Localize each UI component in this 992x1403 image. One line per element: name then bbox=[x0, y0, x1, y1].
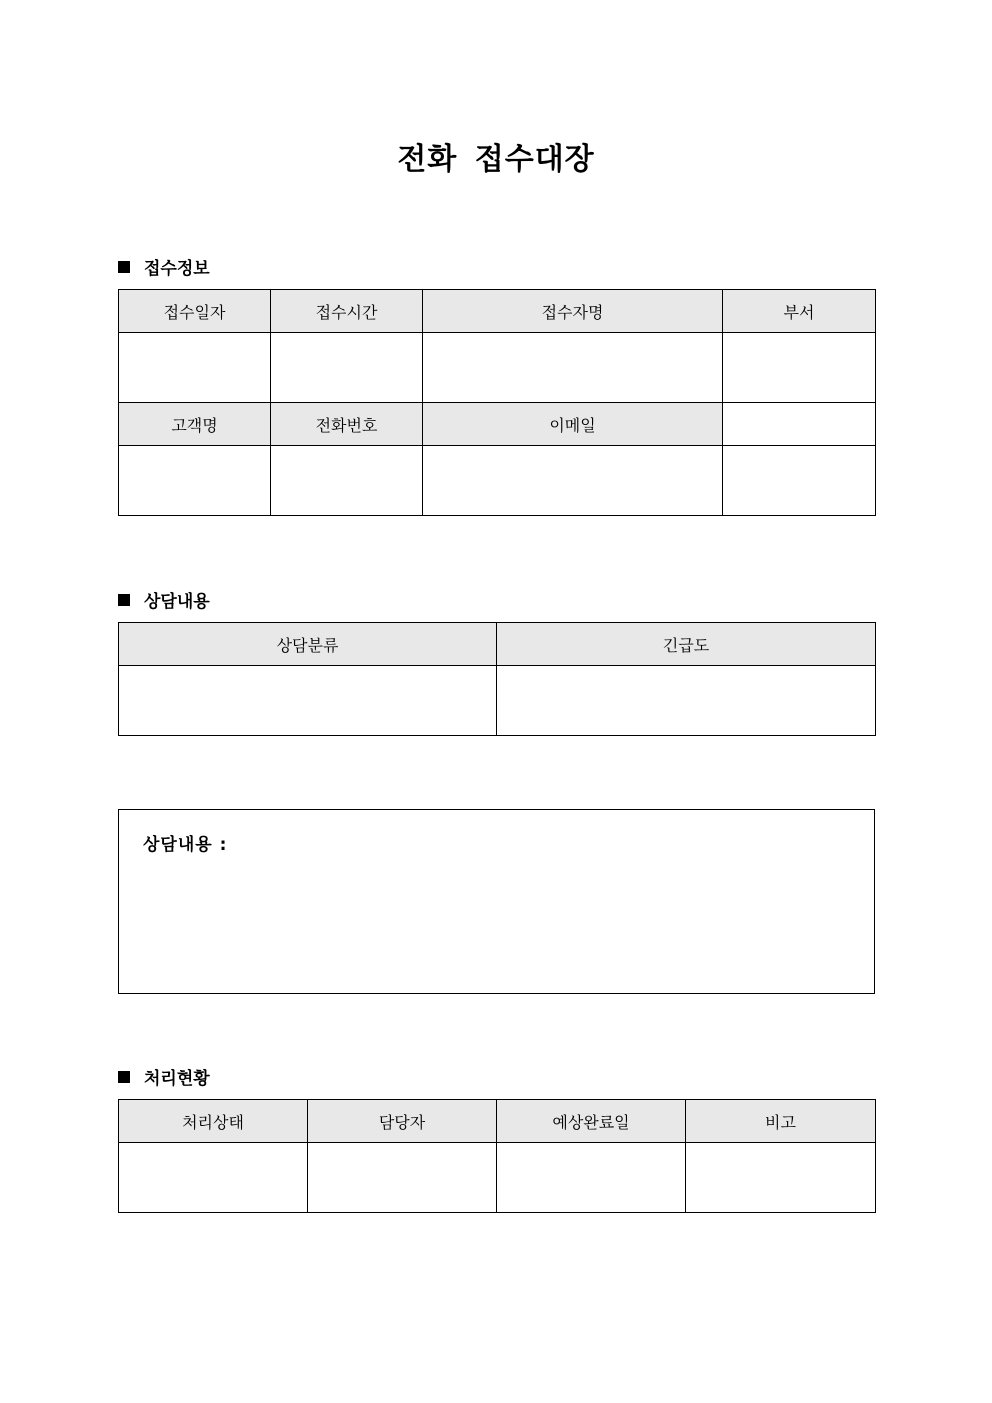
header-remarks: 비고 bbox=[686, 1100, 876, 1143]
table-row bbox=[119, 1143, 876, 1213]
table-row bbox=[119, 446, 876, 516]
reception-table bbox=[118, 289, 876, 516]
phone-number-cell[interactable] bbox=[271, 446, 423, 516]
consult-table bbox=[118, 622, 876, 736]
header-department: 부서 bbox=[723, 290, 876, 333]
section-heading-consult bbox=[118, 587, 210, 612]
header-phone-number: 전화번호 bbox=[271, 403, 423, 446]
table-row bbox=[119, 333, 876, 403]
section-heading-process bbox=[118, 1064, 210, 1089]
email-cell[interactable] bbox=[423, 446, 723, 516]
section-heading-reception bbox=[118, 254, 210, 279]
square-bullet-icon bbox=[118, 594, 130, 606]
header-email: 이메일 bbox=[423, 403, 723, 446]
header-process-status: 처리상태 bbox=[119, 1100, 308, 1143]
extra-cell[interactable] bbox=[723, 446, 876, 516]
page-title: 전화 접수대장 bbox=[397, 142, 595, 177]
table-row bbox=[119, 403, 876, 446]
customer-name-cell[interactable] bbox=[119, 446, 271, 516]
header-consult-category: 상담분류 bbox=[119, 623, 497, 666]
urgency-cell[interactable] bbox=[497, 666, 876, 736]
consult-category-cell[interactable] bbox=[119, 666, 497, 736]
section-heading-label: 처리현황 bbox=[144, 1069, 210, 1089]
table-row bbox=[119, 623, 876, 666]
assignee-cell[interactable] bbox=[308, 1143, 497, 1213]
remarks-cell[interactable] bbox=[686, 1143, 876, 1213]
header-receiver-name: 접수자명 bbox=[423, 290, 723, 333]
process-table bbox=[118, 1099, 876, 1213]
square-bullet-icon bbox=[118, 1071, 130, 1083]
square-bullet-icon bbox=[118, 261, 130, 273]
header-empty bbox=[723, 403, 876, 446]
receiver-name-cell[interactable] bbox=[423, 333, 723, 403]
section-heading-label: 접수정보 bbox=[144, 259, 210, 279]
header-expected-completion: 예상완료일 bbox=[497, 1100, 686, 1143]
header-assignee: 담당자 bbox=[308, 1100, 497, 1143]
process-status-cell[interactable] bbox=[119, 1143, 308, 1213]
header-receipt-time: 접수시간 bbox=[271, 290, 423, 333]
table-row bbox=[119, 666, 876, 736]
header-urgency: 긴급도 bbox=[497, 623, 876, 666]
header-receipt-date: 접수일자 bbox=[119, 290, 271, 333]
consult-content-label: 상담내용 : bbox=[143, 835, 228, 855]
consult-content-box[interactable] bbox=[118, 809, 875, 994]
receipt-time-cell[interactable] bbox=[271, 333, 423, 403]
table-row bbox=[119, 290, 876, 333]
department-cell[interactable] bbox=[723, 333, 876, 403]
receipt-date-cell[interactable] bbox=[119, 333, 271, 403]
section-heading-label: 상담내용 bbox=[144, 592, 210, 612]
expected-completion-cell[interactable] bbox=[497, 1143, 686, 1213]
table-row bbox=[119, 1100, 876, 1143]
header-customer-name: 고객명 bbox=[119, 403, 271, 446]
